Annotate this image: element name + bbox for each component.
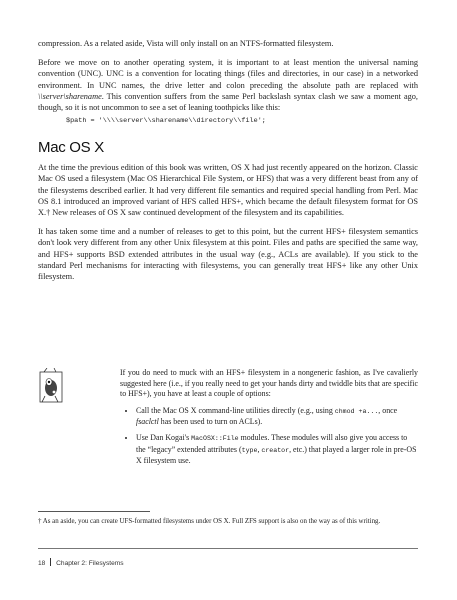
intro-paragraph-1: compression. As a related aside, Vista will only install on an NTFS-formatted filesystem. — [38, 39, 334, 48]
intro-paragraph-2-text: Before we move on to another operating system, it is important to at least mention the universal naming convention (UNC). UNC is a convention for locating things (files and directories, in our case) in a networked environment. In UNC names, the drive letter and colon preceding the absolute path are replaced with — [38, 58, 418, 90]
code-snippet: $path = '\\\\server\\sharename\\directory\\file'; — [66, 117, 266, 126]
bullet-1-tail: has been used to turn on ACLs). — [158, 417, 263, 427]
bullet-1-text: Call the Mac OS X command-line utilities directly (e.g., using — [136, 405, 335, 415]
page-number: 18 — [38, 560, 46, 567]
unc-path-example: \\server\sharename — [38, 91, 102, 101]
section-heading: Mac OS X — [38, 139, 104, 157]
footnote — [38, 517, 418, 526]
bullet-1-code: chmod +a... — [334, 407, 379, 415]
bullet-2-mid: modules. These modules will also give you access to the “legacy” extended attributes ( — [136, 432, 408, 454]
bullet-1-command: fsaclctl — [136, 417, 159, 427]
footer-separator — [50, 558, 51, 566]
bullet-2-tail: , etc.) that played a larger role in pre-OS X filesystem use. — [136, 444, 417, 466]
note-bullets — [120, 406, 418, 467]
note-bullet-2 — [136, 433, 418, 467]
macos-paragraph-2: It has taken some time and a number of releases to get to this point, but the current HFS+ filesystem semantics don't look very different from any other Unix filesystem at this point. Files and paths are specified the same way, and HFS+ supports BSD extended attributes in the usual way (e.g., ACLs are available). If you stick to the standard Perl mechanisms for interacting with filesystems, you can generally treat HFS+ like any other Unix filesystem. — [38, 227, 418, 282]
bullet-2-module: MacOSX::File — [191, 434, 239, 442]
bullet-1-mid: , once — [378, 405, 398, 415]
bullet-2-text: Use Dan Kogai's — [136, 432, 192, 442]
intro-paragraph-2-tail: . This convention suffers from the same Perl backslash syntax clash we saw a moment ago, though, so it is not uncommon to see a set of leaning toothpicks like this: — [38, 91, 418, 113]
bullet-2-creator: creator — [261, 446, 290, 454]
macos-paragraph-1: At the time the previous edition of this book was written, OS X had just recently appeared on the horizon. Classic Mac OS used a filesystem (Mac OS Hierarchical File System, or HFS) that was a very different beast from any of the filesystems described earlier. It had very different file semantics and required special handling from Perl. Mac OS 8.1 introduced an improved variant of HFS called HFS+, which became the default filesystem format for OS X.† New releases of OS X saw continued development of the filesystem and its capabilities. — [38, 163, 418, 218]
page-footer — [38, 548, 418, 570]
note-animal-icon — [38, 368, 72, 408]
page-body — [38, 38, 418, 282]
footnote-text: † As an aside, you can create UFS-formatted filesystems under OS X. Full ZFS support is also on the way as of this writing. — [38, 518, 381, 525]
note-body — [120, 368, 418, 472]
chapter-label: Chapter 2: Filesystems — [56, 560, 124, 567]
bullet-2-type: type — [241, 446, 258, 454]
footnote-divider — [38, 511, 150, 512]
intro-paragraph-2 — [38, 57, 418, 113]
note-bullet-1 — [136, 406, 418, 428]
bullet-2-sep: , — [257, 444, 262, 454]
note-intro: If you do need to muck with an HFS+ filesystem in a nongeneric fashion, as I've cavalierly suggested here (i.e., if you really need to get your hands dirty and twiddle bits that are specific to HFS+), you have at least a couple of options: — [120, 368, 418, 399]
